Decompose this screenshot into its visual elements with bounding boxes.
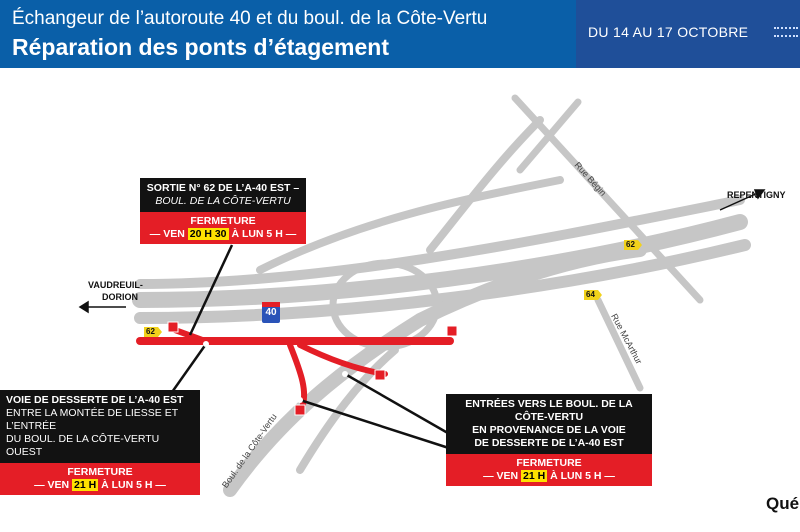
exit-62-east-label: 62 (626, 240, 635, 249)
schedule-start-time: 21 H (74, 479, 97, 491)
closure-schedule (144, 228, 302, 241)
leader-line (170, 344, 206, 395)
dest-east-label: REPENTIGNY (727, 190, 786, 200)
callout-voie-closure (0, 463, 200, 495)
decor-dots (774, 27, 798, 29)
schedule-post: À LUN 5 H — (231, 228, 297, 240)
callout-sortie-62 (140, 178, 306, 244)
date-range: DU 14 AU 17 OCTOBRE (588, 24, 749, 40)
header-bar (0, 0, 800, 68)
closure-status: FERMETURE (516, 457, 582, 469)
exit-62-label: 62 (146, 327, 155, 336)
a40-shield-label: 40 (265, 307, 277, 318)
title-work: Réparation des ponts d’étagement (12, 34, 390, 60)
street-begin-label: Rue Bégin (572, 160, 609, 198)
leader-dot (203, 341, 209, 347)
callout-sortie-subtitle: BOUL. DE LA CÔTE-VERTU (155, 195, 291, 207)
exit-64-label: 64 (586, 290, 595, 299)
street-mcarthur-label: Rue McArthur (609, 312, 645, 366)
leader-line (345, 374, 460, 440)
schedule-pre: — VEN (149, 228, 185, 240)
closure-status: FERMETURE (67, 466, 133, 478)
callout-voie-desc (0, 390, 200, 463)
schedule-start-time: 20 H 30 (189, 228, 227, 240)
closure-schedule (4, 479, 196, 492)
dest-west-label-1: VAUDREUIL- (88, 280, 143, 290)
callout-voie-title: VOIE DE DESSERTE DE L’A-40 EST (6, 394, 184, 406)
callout-entrees-line1: ENTRÉES VERS LE BOUL. DE LA CÔTE-VERTU (465, 398, 633, 423)
callout-voie-line3: DU BOUL. DE LA CÔTE-VERTU OUEST (6, 433, 160, 458)
closure-status: FERMETURE (190, 215, 256, 227)
callout-sortie-desc (140, 178, 306, 212)
callout-sortie-closure (140, 212, 306, 244)
dest-west-label-2: DORION (102, 292, 138, 302)
schedule-pre: — VEN (34, 479, 70, 491)
decor-dots (774, 35, 798, 37)
callout-entrees (446, 394, 652, 486)
callout-voie-line2: ENTRE LA MONTÉE DE LIESSE ET L’ENTRÉE (6, 407, 178, 432)
arrow-head (80, 302, 88, 312)
closure-x-icon (168, 322, 178, 332)
callout-voie-desserte (0, 390, 200, 495)
callout-entrees-line2: EN PROVENANCE DE LA VOIE (472, 424, 626, 436)
callout-entrees-line3: DE DESSERTE DE L’A-40 EST (474, 437, 624, 449)
street-cotevertu-label: Boul. de la Côte-Vertu (220, 411, 279, 490)
leader-dot (297, 397, 303, 403)
schedule-pre: — VEN (483, 470, 519, 482)
header-title-block (0, 0, 576, 68)
schedule-start-time: 21 H (523, 470, 546, 482)
leader-dot (342, 371, 348, 377)
callout-entrees-desc (446, 394, 652, 454)
closure-x-icon (447, 326, 457, 336)
quebec-logo: Qué (766, 494, 800, 513)
closure-schedule (450, 470, 648, 483)
schedule-post: À LUN 5 H — (550, 470, 615, 482)
schedule-post: À LUN 5 H — (101, 479, 166, 491)
title-location: Échangeur de l’autoroute 40 et du boul. de la Côte-Vertu (12, 8, 488, 29)
closure-x-icon (375, 370, 385, 380)
callout-entrees-closure (446, 454, 652, 486)
closure-x-icon (295, 405, 305, 415)
callout-sortie-title: SORTIE N° 62 DE L’A-40 EST – (146, 182, 300, 194)
